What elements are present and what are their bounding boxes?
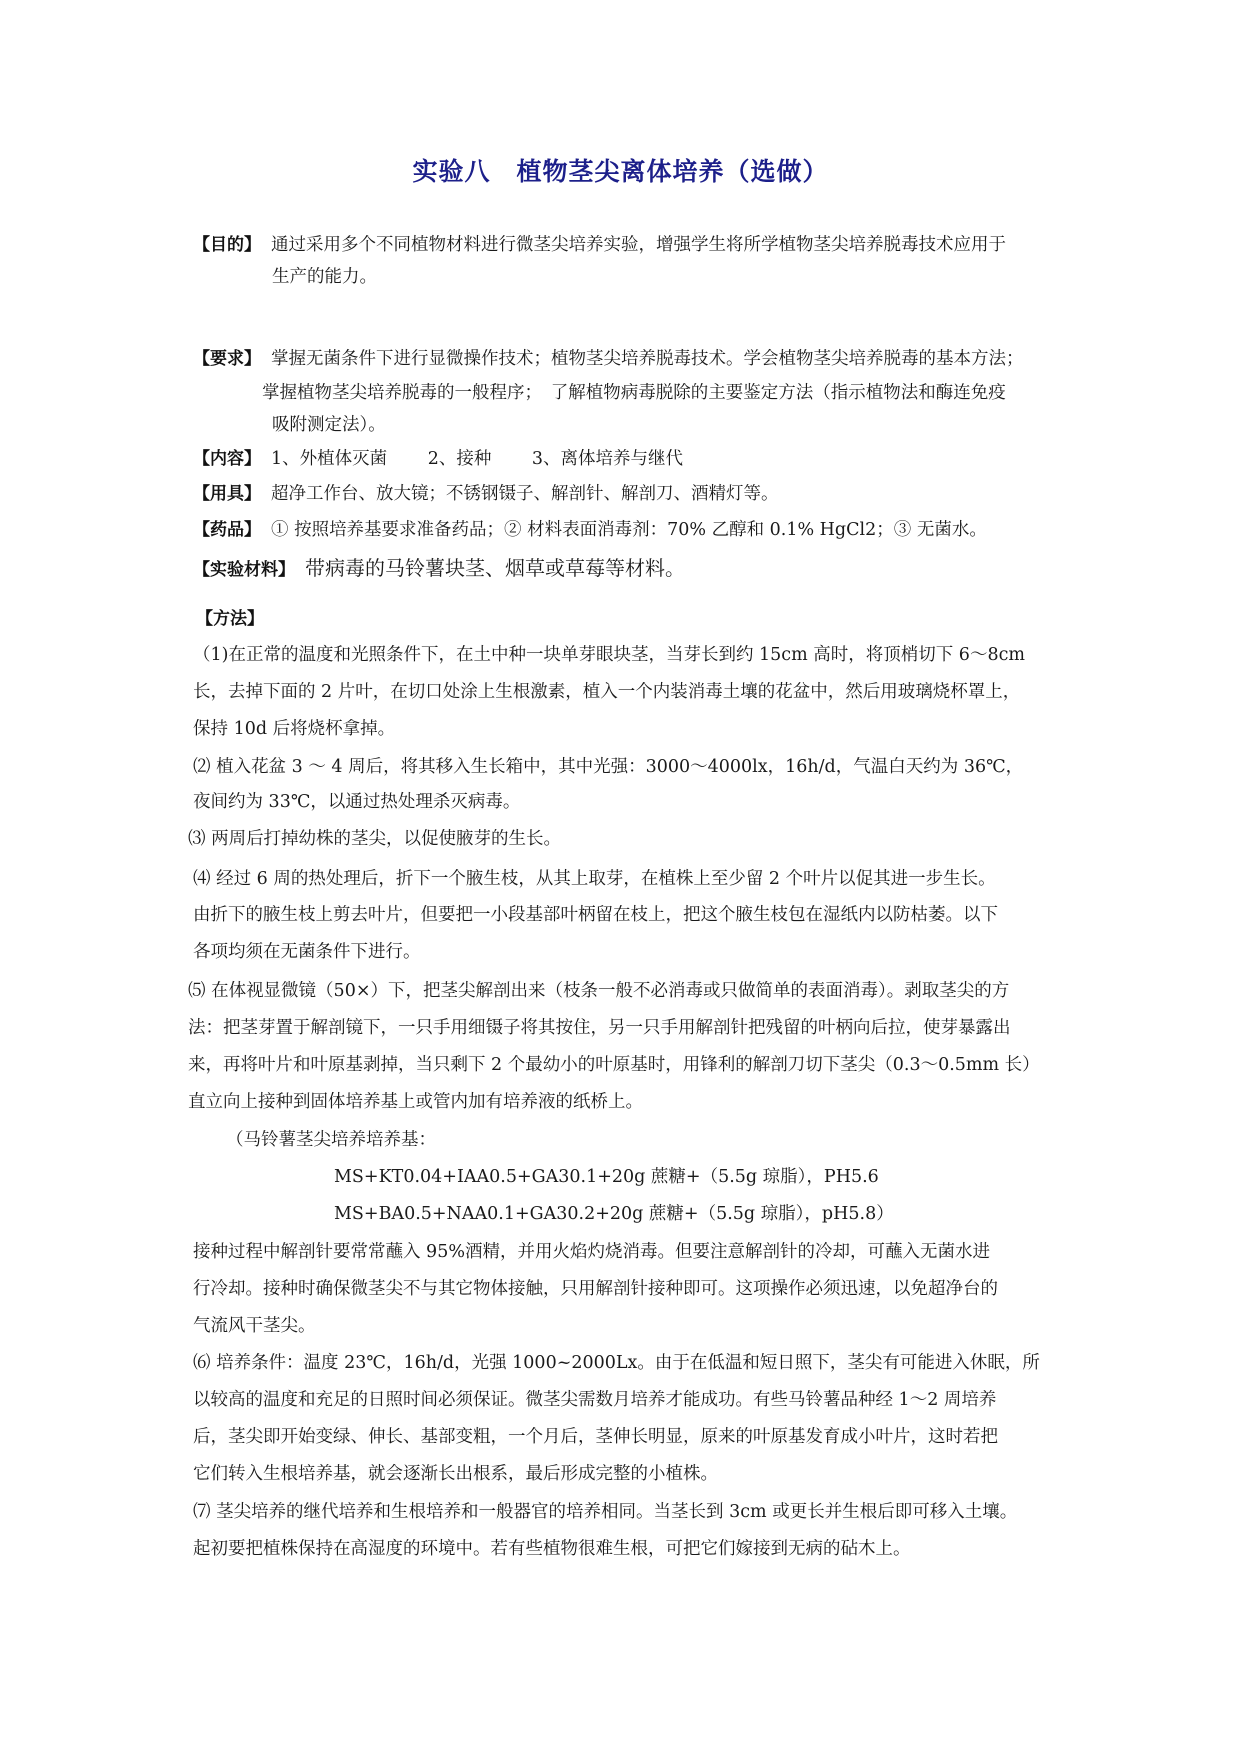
purpose-text-1: 通过采用多个不同植物材料进行微茎尖培养实验，增强学生将所学植物茎尖培养脱毒技术应用于 xyxy=(271,235,1006,255)
method-line: ⑸ 在体视显微镜（50×）下，把茎尖解剖出来（枝条一般不必消毒或只做简单的表面消毒）。剥取茎尖的方 xyxy=(188,981,1010,1001)
method-line: 直立向上接种到固体培养基上或管内加有培养液的纸桥上。 xyxy=(188,1092,643,1112)
requirements-label: 【要求】 xyxy=(193,349,261,369)
method-line: MS+KT0.04+IAA0.5+GA30.1+20g 蔗糖+（5.5g 琼脂），PH5.6 xyxy=(334,1167,879,1187)
method-line: 后，茎尖即开始变绿、伸长、基部变粗，一个月后，茎伸长明显，原来的叶原基发育成小叶片，这时若把 xyxy=(193,1427,998,1447)
requirements-text-1: 掌握无菌条件下进行显微操作技术；植物茎尖培养脱毒技术。学会植物茎尖培养脱毒的基本方法； xyxy=(271,349,1024,369)
reagents-line xyxy=(193,518,987,542)
method-line: 由折下的腋生枝上剪去叶片，但要把一小段基部叶柄留在枝上，把这个腋生枝包在湿纸内以防枯萎。以下 xyxy=(193,905,998,925)
requirements-line-1 xyxy=(193,347,1024,371)
method-line: ⑶ 两周后打掉幼株的茎尖，以促使腋芽的生长。 xyxy=(188,829,562,849)
method-line: 法：把茎芽置于解剖镜下，一只手用细镊子将其按住，另一只手用解剖针把残留的叶柄向后拉，使芽暴露出 xyxy=(188,1018,1011,1038)
materials-label: 【实验材料】 xyxy=(193,560,295,580)
materials-text: 带病毒的马铃薯块茎、烟草或草莓等材料。 xyxy=(305,556,685,580)
method-line: 各项均须在无菌条件下进行。 xyxy=(193,942,421,962)
method-heading xyxy=(196,607,274,631)
tools-line xyxy=(193,482,779,506)
method-label: 【方法】 xyxy=(196,609,264,629)
content-label: 【内容】 xyxy=(193,449,261,469)
method-line: 它们转入生根培养基，就会逐渐长出根系，最后形成完整的小植株。 xyxy=(193,1464,718,1484)
requirements-line-2: 掌握植物茎尖培养脱毒的一般程序； 了解植物病毒脱除的主要鉴定方法（指示植物法和酶连免疫 xyxy=(262,383,1006,403)
method-line: ⑵ 植入花盆 3 ～ 4 周后，将其移入生长箱中，其中光强：3000～4000lx，16h/d，气温白天约为 36℃， xyxy=(193,757,1024,777)
content-text: 1、外植体灭菌 2、接种 3、离体培养与继代 xyxy=(271,449,684,469)
method-line: ⑺ 茎尖培养的继代培养和生根培养和一般器官的培养相同。当茎长到 3cm 或更长并生根后即可移入土壤。 xyxy=(193,1502,1018,1522)
method-line: （马铃薯茎尖培养培养基： xyxy=(226,1130,436,1150)
page-title: 实验八 植物茎尖离体培养（选做） xyxy=(412,157,829,186)
method-line: 气流风干茎尖。 xyxy=(193,1316,316,1336)
method-line: ⑷ 经过 6 周的热处理后，折下一个腋生枝，从其上取芽，在植株上至少留 2 个叶片以促其进一步生长。 xyxy=(193,869,996,889)
method-line: MS+BA0.5+NAA0.1+GA30.2+20g 蔗糖+（5.5g 琼脂），pH5.8） xyxy=(334,1204,894,1224)
method-line: 以较高的温度和充足的日照时间必须保证。微茎尖需数月培养才能成功。有些马铃薯品种经 1～2 周培养 xyxy=(193,1390,997,1410)
content-line xyxy=(193,447,683,471)
method-line: 保持 10d 后将烧杯拿掉。 xyxy=(193,719,396,739)
requirements-line-3: 吸附测定法）。 xyxy=(272,415,386,435)
purpose-label: 【目的】 xyxy=(193,235,261,255)
method-line: 接种过程中解剖针要常常蘸入 95%酒精，并用火焰灼烧消毒。但要注意解剖针的冷却，可蘸入无菌水进 xyxy=(193,1242,990,1262)
method-line: 夜间约为 33℃，以通过热处理杀灭病毒。 xyxy=(193,792,521,812)
tools-text: 超净工作台、放大镜；不锈钢镊子、解剖针、解剖刀、酒精灯等。 xyxy=(271,484,779,504)
tools-label: 【用具】 xyxy=(193,484,261,504)
method-line: （1)在正常的温度和光照条件下，在土中种一块单芽眼块茎，当芽长到约 15cm 高时，将顶梢切下 6～8cm xyxy=(193,645,1025,665)
materials-line xyxy=(193,556,685,582)
purpose-line-2: 生产的能力。 xyxy=(272,267,377,287)
reagents-label: 【药品】 xyxy=(193,520,261,540)
purpose-line-1 xyxy=(193,233,1006,257)
method-line: 行冷却。接种时确保微茎尖不与其它物体接触，只用解剖针接种即可。这项操作必须迅速，以免超净台的 xyxy=(193,1279,998,1299)
method-line: 来，再将叶片和叶原基剥掉，当只剩下 2 个最幼小的叶原基时，用锋利的解剖刀切下茎尖（0.3～0.5mm 长） xyxy=(188,1055,1040,1075)
method-line: 起初要把植株保持在高湿度的环境中。若有些植物很难生根，可把它们嫁接到无病的砧木上。 xyxy=(193,1539,911,1559)
method-line: ⑹ 培养条件：温度 23℃，16h/d，光强 1000~2000Lx。由于在低温和短日照下，茎尖有可能进入休眠，所 xyxy=(193,1353,1040,1373)
method-line: 长，去掉下面的 2 片叶，在切口处涂上生根激素，植入一个内装消毒土壤的花盆中，然后用玻璃烧杯罩上， xyxy=(193,682,1021,702)
reagents-text: ① 按照培养基要求准备药品；② 材料表面消毒剂：70% 乙醇和 0.1% HgCl2；③ 无菌水。 xyxy=(271,520,987,540)
